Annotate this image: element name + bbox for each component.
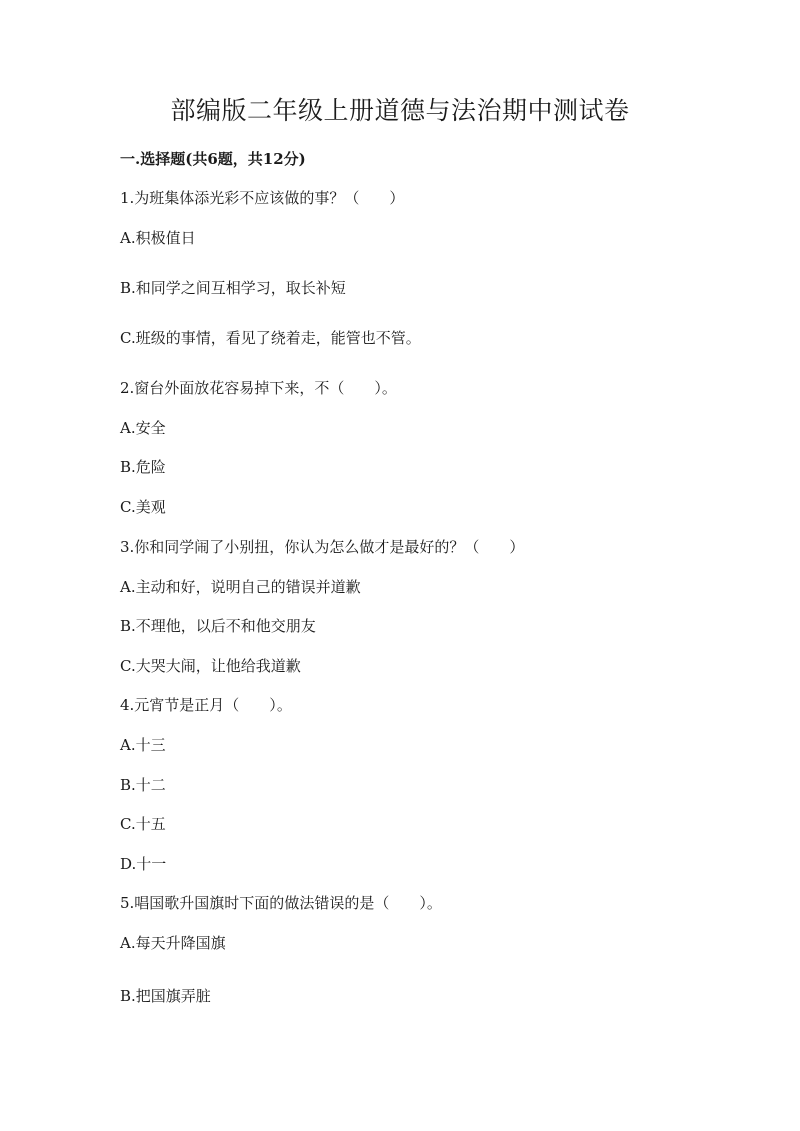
answer-option: B.十二 [120, 776, 166, 794]
section-heading: 一.选择题(共6题，共12分) [120, 150, 306, 168]
answer-option: B.危险 [120, 458, 166, 476]
answer-option: A.十三 [120, 736, 166, 754]
question-stem: 5.唱国歌升国旗时下面的做法错误的是（ ）。 [120, 894, 442, 912]
answer-option: C.十五 [120, 815, 166, 833]
question-stem: 3.你和同学闹了小别扭，你认为怎么做才是最好的？（ ） [120, 538, 525, 556]
page-title: 部编版二年级上册道德与法治期中测试卷 [170, 96, 630, 125]
answer-option: A.安全 [120, 419, 166, 437]
question-stem: 1.为班集体添光彩不应该做的事？（ ） [120, 189, 405, 207]
answer-option: B.和同学之间互相学习，取长补短 [120, 279, 346, 297]
question-stem: 2.窗台外面放花容易掉下来，不（ ）。 [120, 379, 397, 397]
answer-option: D.十一 [120, 855, 167, 873]
answer-option: A.主动和好，说明自己的错误并道歉 [120, 578, 361, 596]
answer-option: B.把国旗弄脏 [120, 987, 211, 1005]
answer-option: A.积极值日 [120, 229, 196, 247]
answer-option: A.每天升降国旗 [120, 934, 226, 952]
answer-option: B.不理他，以后不和他交朋友 [120, 617, 316, 635]
answer-option: C.班级的事情，看见了绕着走，能管也不管。 [120, 329, 421, 347]
question-stem: 4.元宵节是正月（ ）。 [120, 696, 292, 714]
answer-option: C.大哭大闹，让他给我道歉 [120, 657, 301, 675]
answer-option: C.美观 [120, 498, 166, 516]
